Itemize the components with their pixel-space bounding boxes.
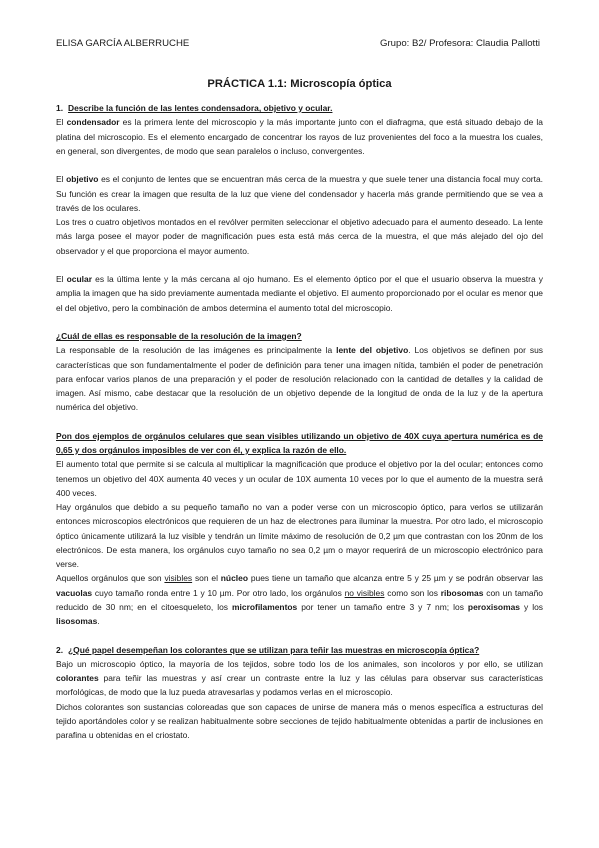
text: son el <box>192 573 221 584</box>
text: y los <box>519 601 543 612</box>
term-lente-objetivo: lente del objetivo <box>336 345 409 356</box>
group-teacher: Grupo: B2/ Profesora: Claudia Pallotti <box>380 38 540 49</box>
text: Aquellos orgánulos que son <box>56 573 165 584</box>
text: El <box>56 174 67 185</box>
term-lisosomas: lisosomas <box>56 616 98 626</box>
term-condensador: condensador <box>66 117 120 128</box>
paragraph-objetivo-2: Los tres o cuatro objetivos montados en el revólver permiten seleccionar el objetivo adecuado para el aumento deseado. La lente más larga posee el mayor poder de magnificación pues esta está más cerca de la muestra, el que más alejado del ojo del observador y el que proporciona el mayor aumento. <box>56 217 543 256</box>
paragraph-sustancias: Dichos colorantes son sustancias coloreadas que son capaces de unirse de manera más o menos específica a estructuras del tejido aportándoles color y se realizan habitualmente sobre secciones de tejido habitualmente obtenidas a partir de inclusiones en parafina u obtenidas en el criostato. <box>56 701 543 740</box>
paragraph-ejemplos <box>56 571 543 628</box>
text: para teñir las muestras y así crear un contraste entre la luz y las células para observar sus características morfológicas, de modo que la luz pueda atravesarlas y podamos verlas en el microscopio. <box>56 673 543 698</box>
text: La responsable de la resolución de las imágenes es principalmente la <box>56 345 337 356</box>
paragraph-organulos: Hay orgánulos que debido a su pequeño tamaño no van a poder verse con un microscopio óptico, para verlos se utilizarán entonces microscopios electrónicos que requieren de un haz de electrones para iluminar la muestra. Por otro lado, el microscopio óptico únicamente utilizará la luz visible y tendrán un límite máximo de resolución de 0,2 µm que contrastan con los 20nm de los electrónicos. De esta manera, los orgánulos cuyo tamaño no sea 0,2 µm o mayor requerirá de un microscopio electrónico para verse. <box>56 502 543 569</box>
text: El <box>56 274 67 284</box>
term-vacuolas: vacuolas <box>56 587 93 598</box>
question-1-heading <box>56 101 543 115</box>
text: como son los <box>384 587 441 598</box>
paragraph-objetivo <box>56 172 543 215</box>
question-1-text: Describe la función de las lentes condensadora, objetivo y ocular. <box>68 103 333 113</box>
paragraph-resolucion <box>56 343 543 414</box>
question-2-text: ¿Qué papel desempeñan los colorantes que se utilizan para teñir las muestras en microscopía óptica? <box>68 644 480 655</box>
term-ocular: ocular <box>66 274 92 284</box>
term-microfilamentos: microfilamentos <box>232 601 298 612</box>
paragraph-colorantes <box>56 657 543 700</box>
term-nucleo: núcleo <box>220 573 248 584</box>
question-2-heading <box>56 643 543 657</box>
term-visibles: visibles <box>164 573 193 584</box>
text: es la primera lente del microscopio y la más importante junto con el diafragma, que está situado debajo de la platina del microscopio. Es el elemento encargado de concentrar los rayos de luz provenientes del foco a la muestra los cuales, en general, son divergentes, de modo que sean paralelos o incluso, convergentes. <box>56 117 543 156</box>
paragraph-condensador <box>56 115 543 158</box>
text: con un tamaño reducido de 30 nm; en el citoesqueleto, los <box>56 587 544 612</box>
text: . <box>97 616 100 626</box>
text: cuyo tamaño ronda entre 1 y 10 µm. Por otro lado, los orgánulos <box>92 587 345 598</box>
question-1c-heading: Pon dos ejemplos de orgánulos celulares que sean visibles utilizando un objetivo de 40X cuya apertura numérica es de 0,65 y dos orgánulos imposibles de ver con él, y explica la razón de ello. <box>56 430 543 455</box>
term-no-visibles: no visibles <box>344 587 385 598</box>
text: es la última lente y la más cercana al ojo humano. Es el elemento óptico por el que el usuario observa la muestra y amplia la imagen que ha sido previamente aumentada mediante el objetivo. El aumento proporcionado por el ocular es menor que el del objetivo, pero la combinación de ambos determina el aumento total del microscopio. <box>56 274 543 313</box>
document-body <box>56 101 543 742</box>
text: pues tiene un tamaño que alcanza entre 5 y 25 µm y se podrán observar las <box>247 573 543 584</box>
text: Bajo un microscopio óptico, la mayoría de los tejidos, sobre todo los de los animales, son incoloros y por ello, se utilizan <box>56 658 543 669</box>
term-objetivo: objetivo <box>66 174 99 185</box>
question-2-number: 2. <box>56 644 64 655</box>
text: El <box>56 117 67 128</box>
text: por tener un tamaño entre 3 y 7 nm; los <box>297 601 468 612</box>
text: es el conjunto de lentes que se encuentran más cerca de la muestra y que suele tener una distancia focal muy corta. Su función es crear la imagen que resulta de la luz que viene del condensador y hacerla más grande permitiendo que se vea a través de los oculares. <box>56 174 543 213</box>
paragraph-ocular <box>56 272 543 315</box>
author-name: ELISA GARCÍA ALBERRUCHE <box>56 38 190 49</box>
text: . Los objetivos se definen por sus características que son fundamentalmente el poder de definición para tener una imagen nítida, también el poder de penetración para enfocar varios planos de una preparación y el poder de resolución relacionado con la cantidad de detalles y la calidad de imagen. Así mismo, cabe destacar que la resolución de un objetivo depende de la longitud de onda de la luz y de la apertura numérica del objetivo. <box>56 345 543 413</box>
page-title: PRÁCTICA 1.1: Microscopía óptica <box>207 78 392 90</box>
question-1b-heading: ¿Cuál de ellas es responsable de la resolución de la imagen? <box>56 331 302 341</box>
term-peroxisomas: peroxisomas <box>467 601 520 612</box>
term-ribosomas: ribosomas <box>440 587 484 598</box>
question-1-number: 1. <box>56 103 64 113</box>
paragraph-aumento: El aumento total que permite si se calcula al multiplicar la magnificación que produce el objetivo por la del ocular; entonces como tenemos un objetivo del 40X aumenta 40 veces y un ocular de 10X aumenta 10 veces por lo que el aumento de la muestra será 400 veces. <box>56 459 543 498</box>
term-colorantes: colorantes <box>56 673 99 683</box>
